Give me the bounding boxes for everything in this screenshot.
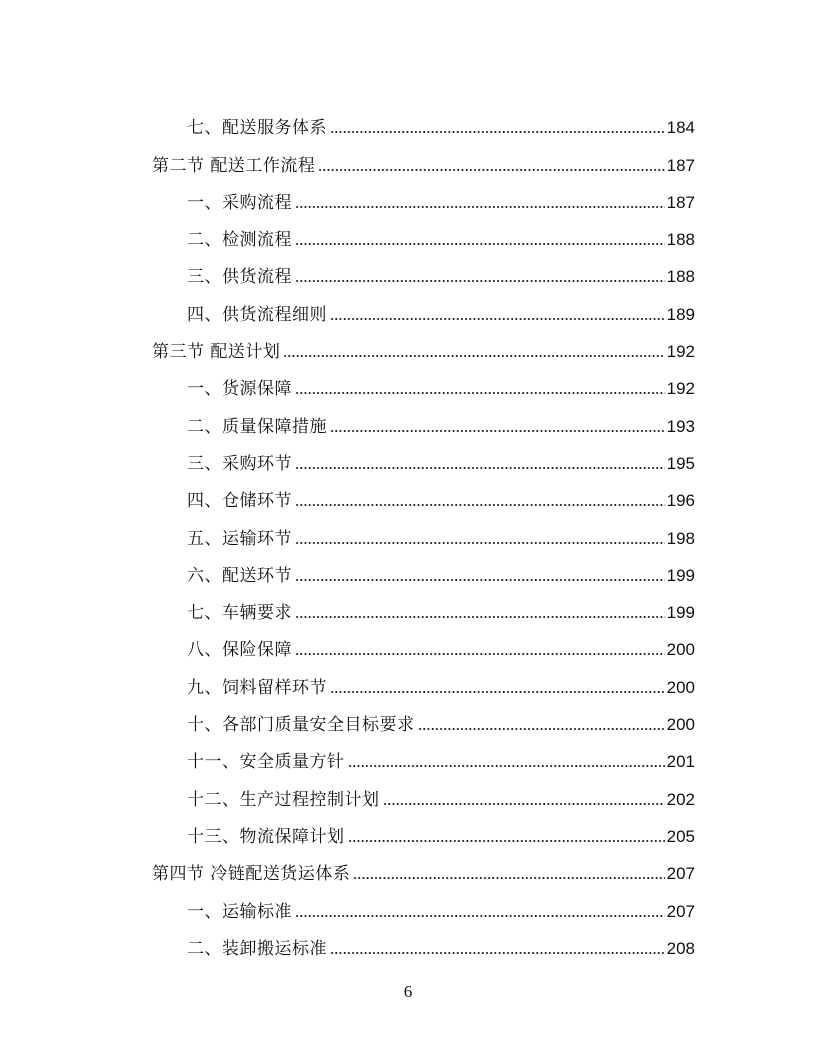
- toc-entry[interactable]: [152, 478, 695, 515]
- dot-leader: [330, 689, 665, 695]
- toc-entry-page: 200: [666, 715, 695, 735]
- table-of-contents: [152, 105, 695, 963]
- toc-entry-page: 198: [666, 528, 695, 548]
- toc-entry-label: 第三节 配送计划: [152, 342, 281, 363]
- toc-entry-label: 一、货源保障: [187, 379, 292, 400]
- toc-entry-label: 二、质量保障措施: [187, 416, 327, 437]
- dot-leader: [330, 129, 665, 135]
- dot-leader: [348, 763, 665, 769]
- toc-entry-page: 199: [666, 603, 695, 623]
- toc-entry[interactable]: [152, 441, 695, 478]
- toc-entry-label: 二、装卸搬运标准: [187, 938, 327, 959]
- dot-leader: [283, 353, 664, 359]
- dot-leader: [295, 651, 665, 657]
- toc-section-entry[interactable]: [152, 142, 695, 179]
- toc-entry[interactable]: [152, 217, 695, 254]
- toc-entry-page: 188: [666, 267, 695, 287]
- dot-leader: [295, 278, 665, 284]
- toc-entry-page: 207: [666, 864, 695, 884]
- dot-leader: [353, 875, 664, 881]
- toc-entry-label: 七、车辆要求: [187, 603, 292, 624]
- dot-leader: [295, 390, 665, 396]
- toc-entry-label: 四、供货流程细则: [187, 304, 327, 325]
- dot-leader: [295, 540, 665, 546]
- toc-entry[interactable]: [152, 590, 695, 627]
- dot-leader: [418, 726, 665, 732]
- dot-leader: [295, 614, 665, 620]
- toc-entry-page: 199: [666, 565, 695, 585]
- toc-entry-label: 一、运输标准: [187, 901, 292, 922]
- toc-section-entry[interactable]: [152, 851, 695, 888]
- toc-entry-page: 184: [666, 118, 695, 138]
- dot-leader: [330, 950, 665, 956]
- toc-entry-label: 四、仓储环节: [187, 491, 292, 512]
- dot-leader: [295, 913, 665, 919]
- toc-entry-page: 196: [666, 491, 695, 511]
- toc-entry[interactable]: [152, 739, 695, 776]
- toc-entry[interactable]: [152, 553, 695, 590]
- toc-entry-page: 192: [666, 379, 695, 399]
- toc-entry-label: 二、检测流程: [187, 230, 292, 251]
- dot-leader: [348, 838, 665, 844]
- toc-entry-label: 九、饲料留样环节: [187, 677, 327, 698]
- toc-entry[interactable]: [152, 926, 695, 963]
- toc-entry-label: 第四节 冷链配送货运体系: [152, 864, 351, 885]
- dot-leader: [295, 465, 665, 471]
- toc-entry-label: 十二、生产过程控制计划: [187, 789, 380, 810]
- toc-entry-page: 187: [666, 192, 695, 212]
- toc-entry-page: 187: [666, 155, 695, 175]
- toc-entry-page: 195: [666, 453, 695, 473]
- toc-entry-label: 三、采购环节: [187, 453, 292, 474]
- toc-entry-page: 192: [666, 342, 695, 362]
- toc-entry[interactable]: [152, 403, 695, 440]
- toc-entry[interactable]: [152, 888, 695, 925]
- toc-entry-label: 八、保险保障: [187, 640, 292, 661]
- dot-leader: [295, 502, 665, 508]
- toc-entry-label: 六、配送环节: [187, 565, 292, 586]
- toc-entry[interactable]: [152, 776, 695, 813]
- toc-entry[interactable]: [152, 180, 695, 217]
- dot-leader: [295, 241, 665, 247]
- toc-entry-page: 200: [666, 640, 695, 660]
- toc-entry[interactable]: [152, 366, 695, 403]
- toc-entry[interactable]: [152, 105, 695, 142]
- toc-entry-label: 一、采购流程: [187, 192, 292, 213]
- toc-entry-label: 第二节 配送工作流程: [152, 155, 316, 176]
- toc-section-entry[interactable]: [152, 329, 695, 366]
- page-number: 6: [403, 982, 413, 1001]
- toc-entry-label: 十一、安全质量方针: [187, 752, 345, 773]
- toc-entry-page: 207: [666, 901, 695, 921]
- toc-entry-page: 200: [666, 677, 695, 697]
- toc-entry-label: 十、各部门质量安全目标要求: [187, 715, 415, 736]
- toc-entry-page: 205: [666, 826, 695, 846]
- toc-entry-page: 188: [666, 230, 695, 250]
- toc-entry-label: 七、配送服务体系: [187, 118, 327, 139]
- toc-entry-page: 208: [666, 938, 695, 958]
- dot-leader: [383, 801, 665, 807]
- toc-entry[interactable]: [152, 814, 695, 851]
- toc-entry[interactable]: [152, 515, 695, 552]
- dot-leader: [295, 577, 665, 583]
- toc-entry[interactable]: [152, 702, 695, 739]
- toc-entry-page: 189: [666, 304, 695, 324]
- dot-leader: [330, 316, 665, 322]
- dot-leader: [295, 204, 665, 210]
- toc-entry-page: 193: [666, 416, 695, 436]
- toc-entry[interactable]: [152, 291, 695, 328]
- toc-entry[interactable]: [152, 664, 695, 701]
- toc-entry-label: 三、供货流程: [187, 267, 292, 288]
- toc-entry-label: 十三、物流保障计划: [187, 826, 345, 847]
- toc-entry[interactable]: [152, 627, 695, 664]
- dot-leader: [330, 428, 665, 434]
- toc-entry[interactable]: [152, 254, 695, 291]
- toc-entry-page: 202: [666, 789, 695, 809]
- toc-entry-page: 201: [666, 752, 695, 772]
- dot-leader: [318, 167, 664, 173]
- toc-entry-label: 五、运输环节: [187, 528, 292, 549]
